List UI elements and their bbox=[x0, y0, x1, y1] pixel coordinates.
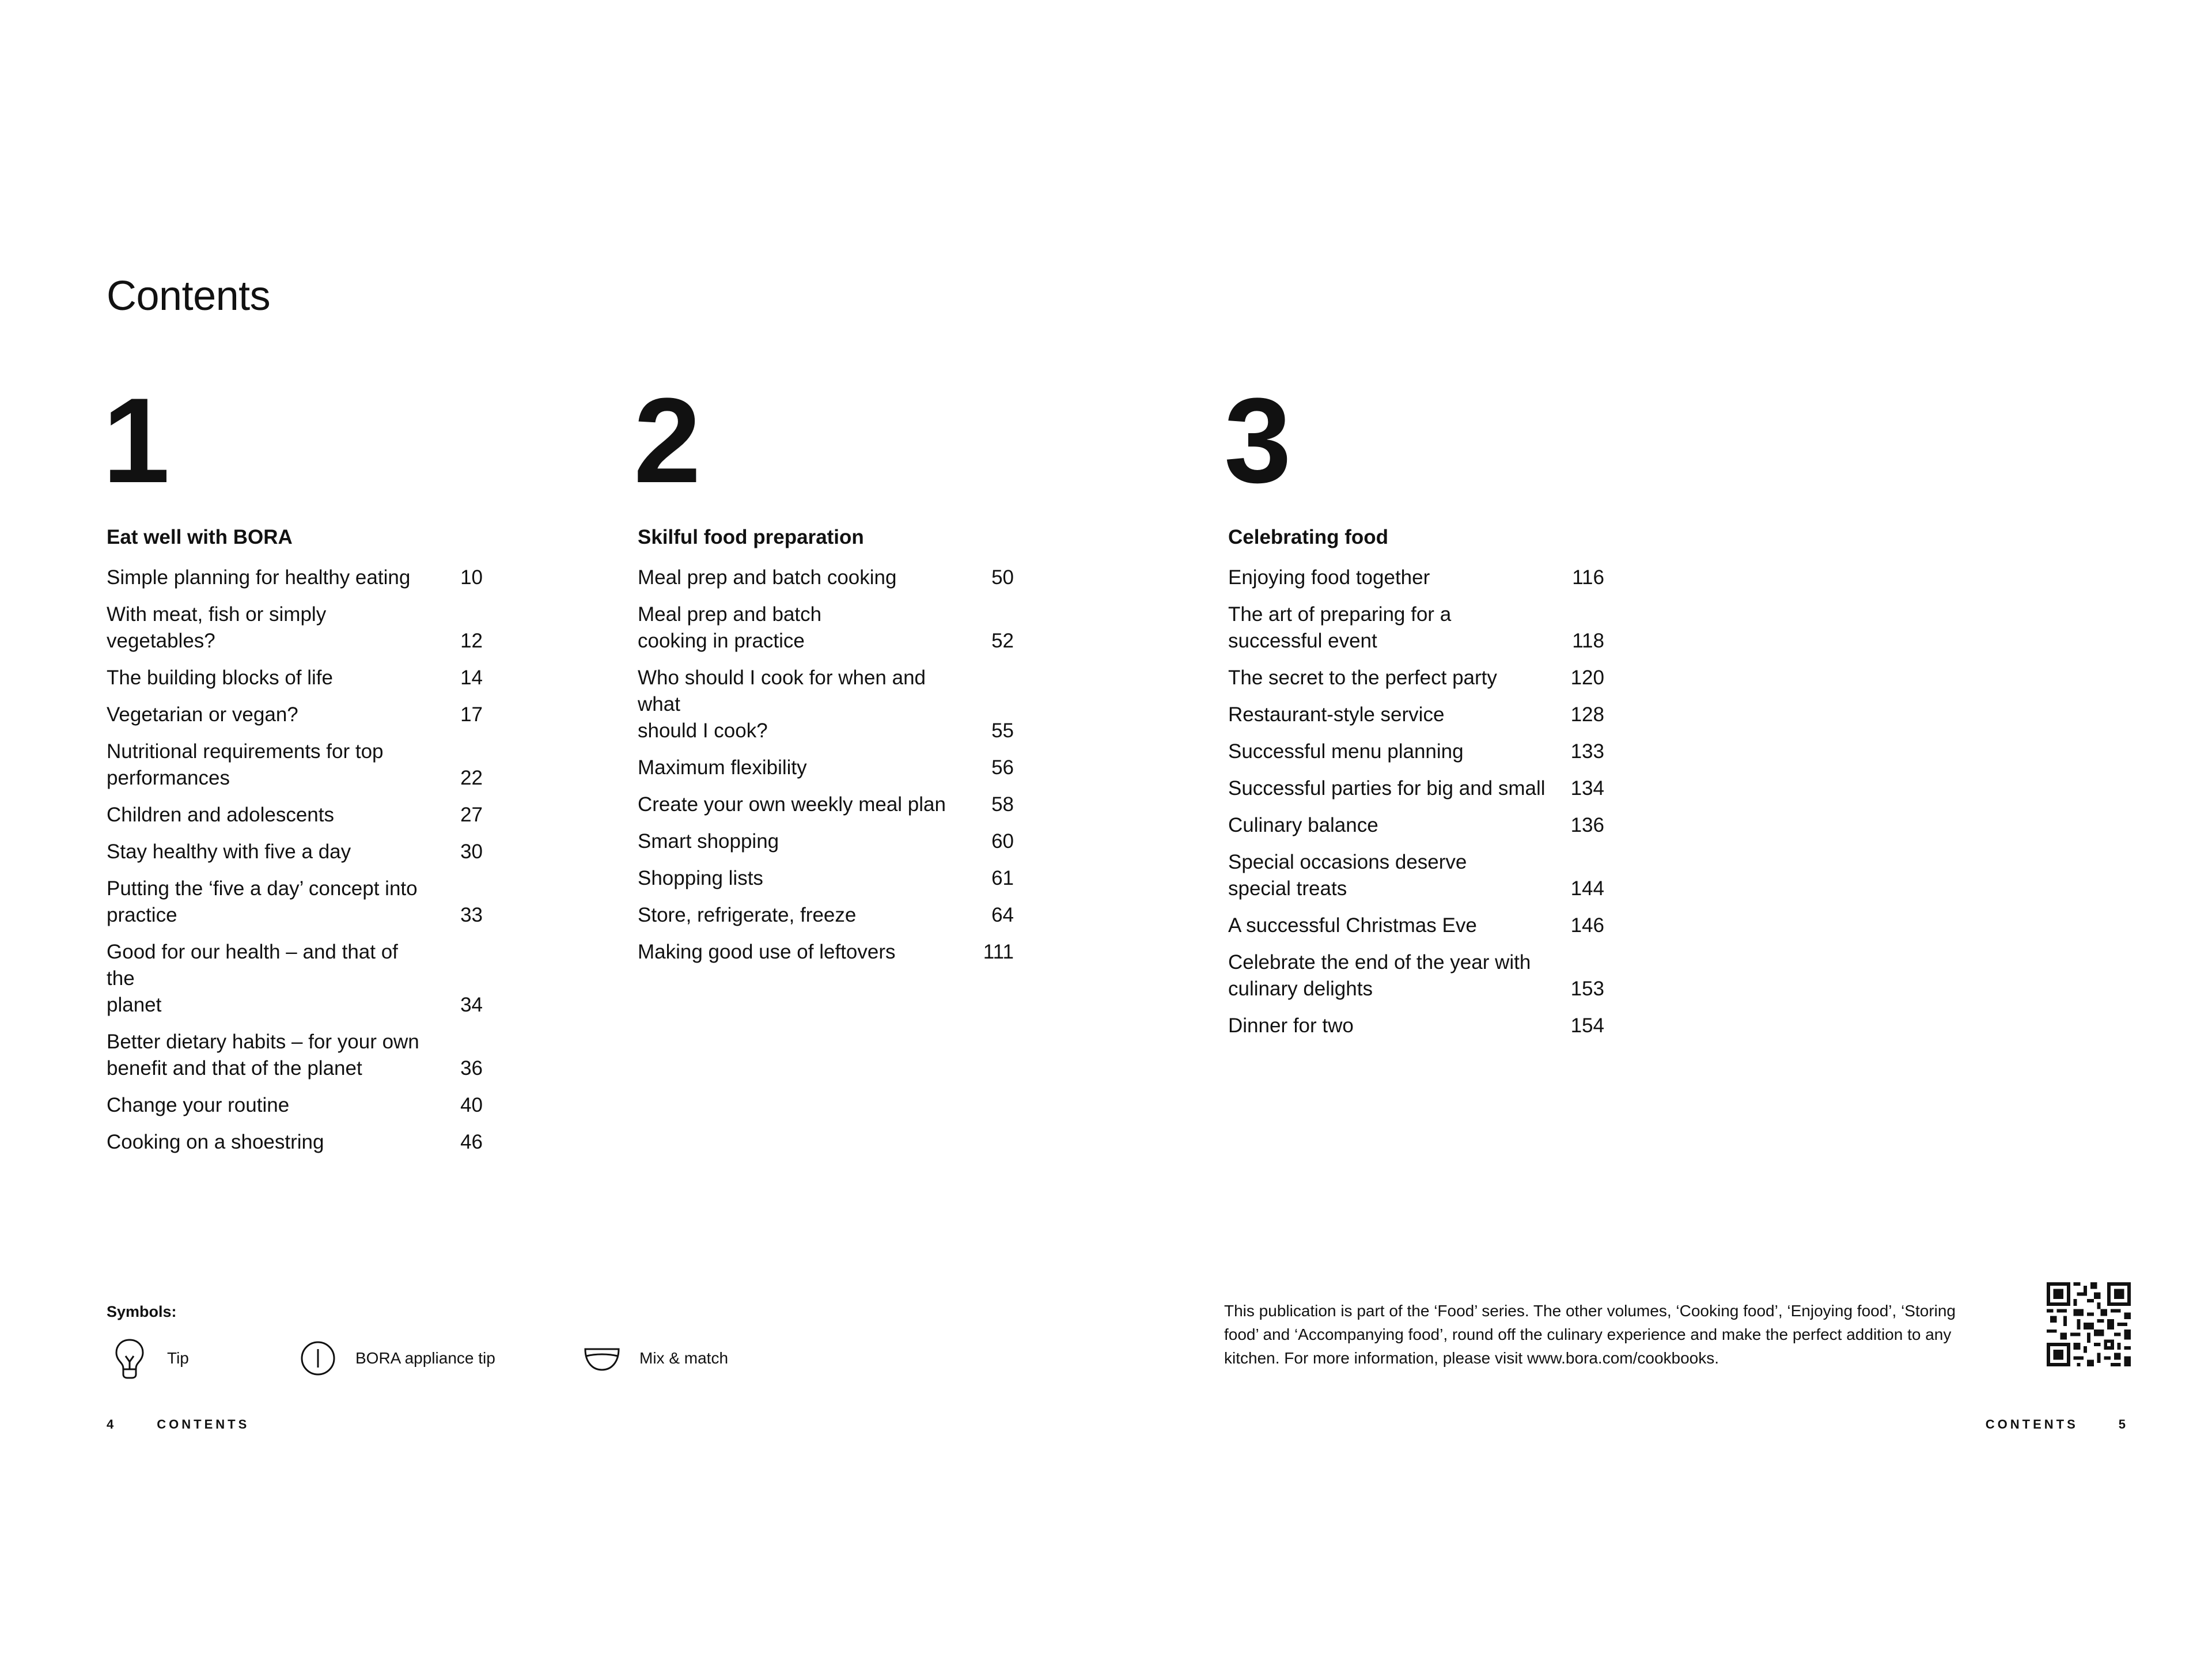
toc-entry-title: Store, refrigerate, freeze bbox=[638, 904, 857, 926]
toc-entry-page: 116 bbox=[1572, 566, 1604, 589]
toc-entry-title: The building blocks of life bbox=[107, 666, 333, 689]
toc-entry[interactable] bbox=[107, 702, 483, 728]
symbol-label: Tip bbox=[167, 1349, 189, 1367]
toc-entry-title: The art of preparing for a successful event bbox=[1228, 603, 1452, 652]
toc-entry-title: Enjoying food together bbox=[1228, 566, 1430, 589]
chapter-title: Eat well with BORA bbox=[107, 526, 293, 548]
toc-entry-page: 22 bbox=[460, 767, 483, 789]
toc-entry-title: A successful Christmas Eve bbox=[1228, 914, 1477, 937]
toc-entry[interactable] bbox=[107, 939, 483, 1018]
toc-entry-page: 36 bbox=[460, 1057, 483, 1080]
toc-entry[interactable] bbox=[1228, 1013, 1604, 1039]
page-number: 5 bbox=[2118, 1417, 2128, 1431]
toc-entry-title: Making good use of leftovers bbox=[638, 941, 896, 963]
toc-entry-title: Culinary balance bbox=[1228, 814, 1378, 836]
toc-entry-page: 14 bbox=[460, 666, 483, 689]
toc-entry[interactable] bbox=[638, 828, 1014, 855]
symbol-label: Mix & match bbox=[639, 1349, 729, 1367]
toc-entry-page: 111 bbox=[983, 941, 1014, 963]
toc-entry-page: 50 bbox=[991, 566, 1014, 589]
chapter-number: 3 bbox=[1224, 373, 1289, 508]
toc-entry-title: Change your routine bbox=[107, 1094, 290, 1116]
toc-entry[interactable] bbox=[1228, 702, 1604, 728]
toc-entry[interactable] bbox=[107, 876, 483, 929]
toc-entry-title: Children and adolescents bbox=[107, 804, 334, 826]
toc-entry[interactable] bbox=[1228, 775, 1604, 802]
footer-right bbox=[1986, 1417, 2128, 1432]
chapter-2 bbox=[634, 373, 1014, 976]
toc-entry-title: Vegetarian or vegan? bbox=[107, 703, 298, 726]
toc-entry-page: 128 bbox=[1570, 703, 1604, 726]
toc-entry[interactable] bbox=[1228, 565, 1604, 591]
toc-entry-page: 136 bbox=[1570, 814, 1604, 836]
toc-entry-page: 27 bbox=[460, 804, 483, 826]
symbol-tip bbox=[109, 1336, 189, 1380]
chapter-number: 2 bbox=[634, 373, 699, 508]
toc-entry-page: 153 bbox=[1570, 978, 1604, 1000]
lightbulb-icon bbox=[109, 1336, 150, 1380]
toc-entry-title: Dinner for two bbox=[1228, 1014, 1354, 1037]
toc-entry-page: 58 bbox=[991, 793, 1014, 816]
toc-entry[interactable] bbox=[107, 1092, 483, 1119]
toc-entry-title: Simple planning for healthy eating bbox=[107, 566, 411, 589]
toc-entry-title: Smart shopping bbox=[638, 830, 779, 853]
toc-entry-page: 120 bbox=[1570, 666, 1604, 689]
chapter-title: Celebrating food bbox=[1228, 526, 1389, 548]
toc-entry-title: Maximum flexibility bbox=[638, 756, 807, 779]
toc-entry[interactable] bbox=[638, 902, 1014, 929]
symbol-label: BORA appliance tip bbox=[355, 1349, 495, 1367]
toc-entry[interactable] bbox=[638, 939, 1014, 965]
toc-entry-title: Celebrate the end of the year with culinary delights bbox=[1228, 951, 1531, 1000]
toc-entry-title: Meal prep and batch cooking in practice bbox=[638, 603, 822, 652]
toc-entry-title: Who should I cook for when and what should I cook? bbox=[638, 666, 926, 742]
toc-entry[interactable] bbox=[107, 738, 483, 791]
page-number: 4 bbox=[107, 1417, 117, 1431]
toc-entry-title: Special occasions deserve special treats bbox=[1228, 851, 1467, 900]
toc-entry-title: Good for our health – and that of the planet bbox=[107, 941, 398, 1016]
toc-entry[interactable] bbox=[107, 1029, 483, 1082]
chapter-number: 1 bbox=[103, 373, 168, 508]
bowl-icon bbox=[582, 1336, 622, 1380]
toc-entry-page: 56 bbox=[991, 756, 1014, 779]
toc-entry-title: Putting the ‘five a day’ concept into practice bbox=[107, 877, 418, 926]
toc-entry-page: 40 bbox=[460, 1094, 483, 1116]
toc-list bbox=[1228, 565, 1604, 1039]
toc-entry-title: Successful parties for big and small bbox=[1228, 777, 1546, 800]
toc-entry[interactable] bbox=[107, 839, 483, 865]
series-note: This publication is part of the ‘Food’ series. The other volumes, ‘Cooking food’, ‘Enjoying food’, ‘Storing food’ and ‘Accompanying food’, round off the culinary experience and make the perfect addition to any kitchen. For more information, please visit www.bora.com/cookbooks. bbox=[1224, 1302, 1956, 1367]
toc-entry[interactable] bbox=[1228, 812, 1604, 839]
toc-entry[interactable] bbox=[107, 565, 483, 591]
toc-entry-page: 46 bbox=[460, 1131, 483, 1153]
toc-entry[interactable] bbox=[1228, 601, 1604, 654]
chapter-1 bbox=[103, 373, 483, 1166]
toc-entry-page: 134 bbox=[1570, 777, 1604, 800]
toc-entry[interactable] bbox=[638, 865, 1014, 892]
toc-entry[interactable] bbox=[638, 791, 1014, 818]
toc-entry-page: 52 bbox=[991, 630, 1014, 652]
toc-entry-title: Stay healthy with five a day bbox=[107, 840, 351, 863]
toc-entry-title: Shopping lists bbox=[638, 867, 763, 889]
toc-entry[interactable] bbox=[1228, 665, 1604, 691]
toc-entry-page: 12 bbox=[460, 630, 483, 652]
toc-entry-page: 133 bbox=[1570, 740, 1604, 763]
chapter-3 bbox=[1224, 373, 1604, 1050]
toc-list bbox=[638, 565, 1014, 965]
toc-entry-title: Better dietary habits – for your own benefit and that of the planet bbox=[107, 1031, 419, 1080]
toc-entry[interactable] bbox=[107, 601, 483, 654]
qr-code-icon[interactable] bbox=[2047, 1282, 2131, 1366]
toc-entry-title: Successful menu planning bbox=[1228, 740, 1464, 763]
toc-entry-title: Nutritional requirements for top performances bbox=[107, 740, 384, 789]
footer-left bbox=[107, 1417, 249, 1432]
toc-entry[interactable] bbox=[638, 565, 1014, 591]
toc-entry-title: Restaurant-style service bbox=[1228, 703, 1445, 726]
toc-entry[interactable] bbox=[1228, 738, 1604, 765]
toc-entry[interactable] bbox=[638, 755, 1014, 781]
toc-entry[interactable] bbox=[107, 665, 483, 691]
toc-entry-title: Meal prep and batch cooking bbox=[638, 566, 897, 589]
toc-entry-page: 33 bbox=[460, 904, 483, 926]
toc-entry[interactable] bbox=[107, 1129, 483, 1156]
toc-entry-page: 61 bbox=[991, 867, 1014, 889]
chapter-title: Skilful food preparation bbox=[638, 526, 864, 548]
page-title: Contents bbox=[107, 273, 271, 319]
toc-entry-page: 55 bbox=[991, 719, 1014, 742]
toc-entry-title: Cooking on a shoestring bbox=[107, 1131, 324, 1153]
toc-entry-page: 34 bbox=[460, 994, 483, 1016]
toc-entry[interactable] bbox=[1228, 849, 1604, 902]
toc-entry[interactable] bbox=[638, 665, 1014, 744]
running-head: CONTENTS bbox=[1985, 1417, 2078, 1431]
toc-entry-page: 146 bbox=[1570, 914, 1604, 937]
toc-entry[interactable] bbox=[107, 802, 483, 828]
toc-entry[interactable] bbox=[638, 601, 1014, 654]
toc-entry-page: 154 bbox=[1570, 1014, 1604, 1037]
running-head: CONTENTS bbox=[157, 1417, 250, 1431]
toc-entry-page: 118 bbox=[1572, 630, 1604, 652]
toc-entry-page: 30 bbox=[460, 840, 483, 863]
toc-entry-title: Create your own weekly meal plan bbox=[638, 793, 946, 816]
toc-entry[interactable] bbox=[1228, 912, 1604, 939]
toc-entry-page: 64 bbox=[991, 904, 1014, 926]
toc-entry-title: With meat, fish or simply vegetables? bbox=[107, 603, 327, 652]
bora-appliance-icon bbox=[298, 1336, 338, 1380]
toc-entry-page: 17 bbox=[460, 703, 483, 726]
toc-entry-page: 60 bbox=[991, 830, 1014, 853]
toc-entry-title: The secret to the perfect party bbox=[1228, 666, 1497, 689]
toc-list bbox=[107, 565, 483, 1156]
toc-entry[interactable] bbox=[1228, 949, 1604, 1002]
symbol-bora-appliance-tip bbox=[298, 1336, 495, 1380]
symbols-label: Symbols: bbox=[107, 1303, 177, 1320]
toc-entry-page: 10 bbox=[460, 566, 483, 589]
toc-entry-page: 144 bbox=[1570, 877, 1604, 900]
symbol-mix-and-match bbox=[582, 1336, 728, 1380]
